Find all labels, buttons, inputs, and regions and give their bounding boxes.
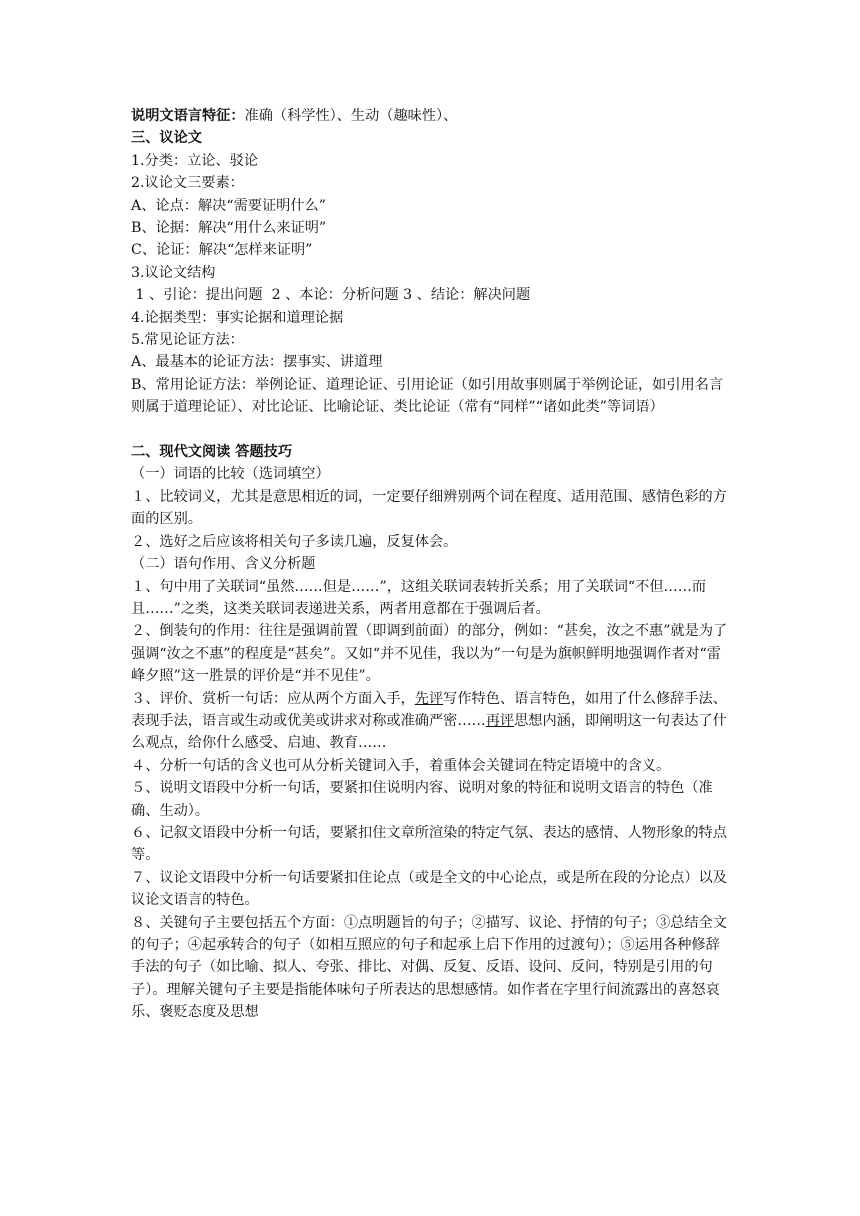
- section3-heading: 三、议论文: [131, 130, 202, 147]
- s3-item: 1.分类：立论、驳论: [131, 152, 259, 169]
- spacer: [131, 419, 731, 441]
- sub2-item: ８、关键句子主要包括五个方面：①点明题旨的句子；②描写、议论、抒情的句子；③总结全文的句子；④起承转合的句子（如相互照应的句子和起承上启下作用的过渡句）；⑤运用各种修辞手法的句子（如比喻、拟人、夸张、排比、对偶、反复、反语、设问、反问，特别是引用的句子）。理解关键句子主要是指能体味句子所表达的思想感情。如作者在字里行间流露出的喜怒哀乐、褒贬态度及思想: [131, 914, 727, 1021]
- s3-item: B、论据：解决“用什么来证明”: [131, 220, 327, 237]
- s3-item: B、常用论证方法：举例论证、道理论证、引用论证（如引用故事则属于举例论证，如引用名言则属于道理论证）、对比论证、比喻论证、类比论证（常有“同样”“诸如此类”等词语）: [131, 376, 724, 416]
- s3-item: A、论点：解决“需要证明什么”: [131, 197, 327, 214]
- section2-heading: 二、现代文阅读 答题技巧: [131, 444, 293, 461]
- sub2-item: １、句中用了关联词“虽然……但是……”，这组关联词表转折关系；用了关联词“不但……而且……”之类，这类关联词表递进关系，两者用意都在于强调后者。: [131, 578, 707, 617]
- s3-item: A、最基本的论证方法：摆事实、讲道理: [131, 354, 383, 371]
- intro-text: 准确（科学性）、生动（趣味性）、: [244, 108, 458, 124]
- s3-item: C、论证：解决“怎样来证明”: [131, 242, 313, 259]
- sub2-item: ５、说明文语段中分析一句话，要紧扣住说明内容、说明对象的特征和说明文语言的特色（准确、生动）。: [131, 780, 713, 819]
- sub2-item-3: [131, 688, 731, 755]
- sub2-item: ７、议论文语段中分析一句话要紧扣住论点（或是全文的中心论点，或是所在段的分论点）以及议论文语言的特色。: [131, 869, 727, 909]
- item3-underline-first: 先评: [414, 690, 444, 707]
- sub2-item: ６、记叙文语段中分析一句话，要紧扣住文章所渲染的特定气氛、表达的感情、人物形象的特点等。: [131, 824, 727, 864]
- s3-item: 5.常见论证方法：: [131, 332, 244, 349]
- sub2-item: ２、倒装句的作用：往往是强调前置（即调到前面）的部分，例如：“甚矣，汝之不惠”就是为了强调“汝之不惠”的程度是“甚矣”。又如“并不见佳，我以为”一句是为旗帜鲜明地强调作者对“雷峰夕照”这一胜景的评价是“并不见佳”。: [131, 623, 728, 685]
- sub1-heading: （一）词语的比较（选词填空）: [131, 466, 330, 483]
- s3-item: 2.议论文三要素：: [131, 175, 244, 192]
- sub2-item: ４、分析一句话的含义也可从分析关键词入手，着重体会关键词在特定语境中的含义。: [131, 757, 671, 774]
- item3-underline-second: 再评: [485, 712, 515, 729]
- sub1-item: １、比较词义，尤其是意思相近的词，一定要仔细辨别两个词在程度、适用范围、感情色彩的方面的区别。: [131, 488, 727, 528]
- document-body: [131, 105, 731, 1024]
- item3-part1: ３、评价、赏析一句话：应从两个方面入手，: [131, 690, 415, 707]
- intro-line: [131, 105, 731, 127]
- s3-item: 1 、引论：提出问题 2 、本论：分析问题 3 、结论：解决问题: [131, 287, 531, 304]
- intro-label: 说明文语言特征：: [131, 108, 245, 124]
- sub1-item: ２、选好之后应该将相关句子多读几遍，反复体会。: [131, 533, 458, 550]
- sub2-heading: （二）语句作用、含义分析题: [131, 556, 316, 573]
- item3-part3: 思想内涵，即阐明这一句表达了什么观点，给你什么感受、启迪、教育……: [131, 712, 727, 752]
- item3-part2: 写作特色、语言特色，如用了什么修辞手法、表现手法，语言或生动或优美或讲求对称或准确严密……: [131, 690, 727, 729]
- s3-item: 3.议论文结构: [131, 264, 216, 281]
- s3-item: 4.论据类型：事实论据和道理论据: [131, 309, 344, 326]
